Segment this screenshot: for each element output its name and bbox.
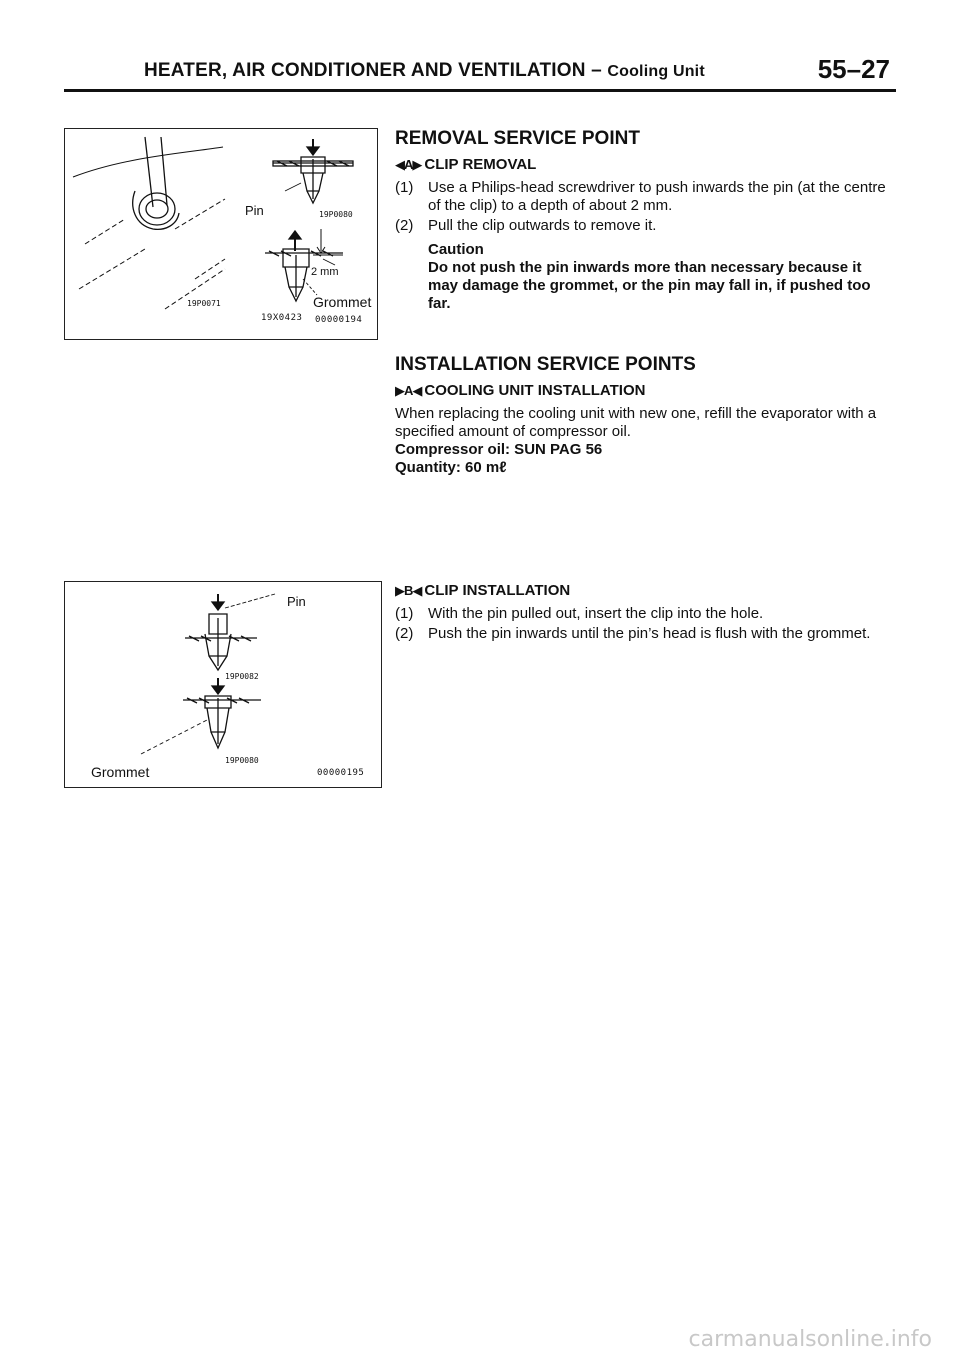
clip-installation-heading: ▶B◀ CLIP INSTALLATION [395,582,571,599]
figure-clip-removal [64,128,378,340]
figure-number: 00000195 [317,768,365,778]
caution-text: Do not push the pin inwards more than necessary because it may damage the grommet, or the pin may fall in, if pushed too far. [428,259,871,312]
caution-title: Caution [428,241,484,258]
installation-title: INSTALLATION SERVICE POINTS [395,354,696,375]
marker-b: ▶B◀ [395,583,422,598]
removal-step: (2) Pull the clip outwards to remove it. [395,217,657,234]
page-number: 55–27 [817,54,890,84]
pin-label: Pin [287,594,306,609]
marker-a: ◀A▶ [395,157,422,172]
oil-spec: Compressor oil: SUN PAG 56 [395,441,603,458]
watermark: carmanualsonline.info [688,1327,932,1352]
subsection-title: Cooling Unit [607,63,705,80]
caution-block [395,241,895,313]
installation-body: When replacing the cooling unit with new one, refill the evaporator with a specified amount of compressor oil. [395,405,877,440]
figure-code-left: 19P0071 [187,299,221,308]
cooling-unit-installation-heading: ▶A◀ COOLING UNIT INSTALLATION [395,382,646,399]
pin-label: Pin [245,203,264,218]
removal-title: REMOVAL SERVICE POINT [395,128,640,149]
page-header [64,52,896,92]
quantity-spec: Quantity: 60 mℓ [395,459,507,476]
marker-a: ▶A◀ [395,383,422,398]
section-title: HEATER, AIR CONDITIONER AND VENTILATION – Cooling Unit [144,60,705,81]
installation-section [395,356,895,477]
clip-installation-illustration [65,582,383,789]
removal-section [395,130,895,313]
installation-step: (2) Push the pin inwards until the pin’s head is flush with the grommet. [395,625,871,642]
figure-code-middle: 19P0082 [225,672,259,681]
figure-code-bottom: 19X0423 [261,313,303,323]
grommet-label: Grommet [313,294,372,310]
depth-label: 2 mm [311,266,339,278]
figure-code-top: 19P0080 [319,210,353,219]
installation-step: (1) With the pin pulled out, insert the clip into the hole. [395,605,764,622]
removal-step: (1) Use a Philips-head screwdriver to push inwards the pin (at the centre of the clip) to a depth of about 2 mm. [395,179,886,214]
figure-number: 00000194 [315,315,363,325]
grommet-label: Grommet [91,764,150,780]
clip-removal-heading: ◀A▶ CLIP REMOVAL [395,156,537,173]
figure-code-bottom: 19P0080 [225,756,259,765]
clip-installation-section [395,582,895,645]
figure-clip-installation [64,581,382,788]
